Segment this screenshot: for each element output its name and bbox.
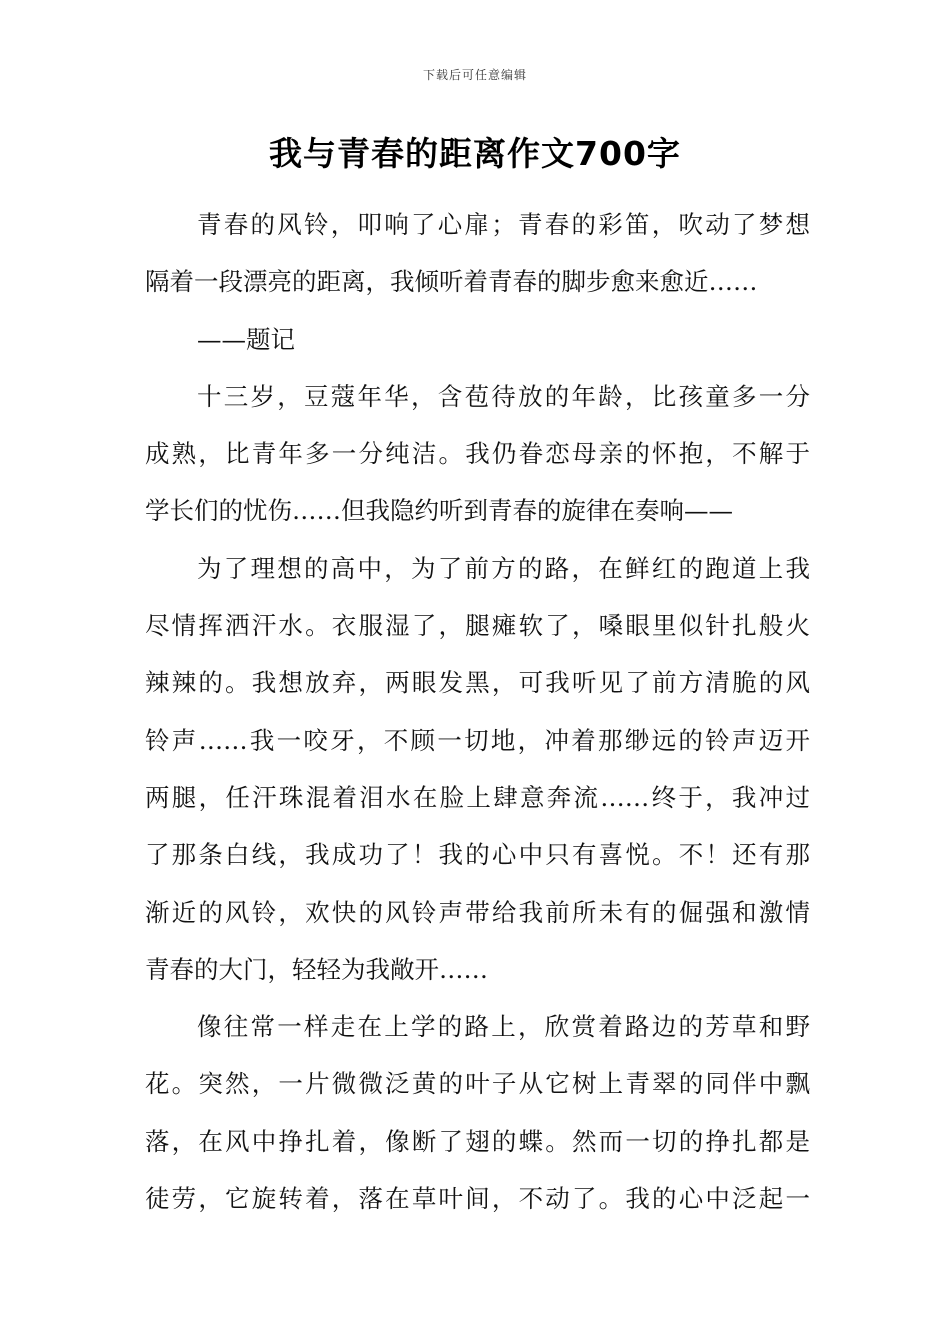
text-line: 花。突然，一片微微泛黄的叶子从它树上青翠的同伴中飘 [145,1069,810,1099]
text-line: 渐近的风铃，欢快的风铃声带给我前所未有的倔强和激情 [145,897,810,927]
text-line: 像往常一样走在上学的路上，欣赏着路边的芳草和野 [197,1012,810,1042]
page-header-note: 下载后可任意编辑 [422,68,527,82]
text-line: 两腿，任汗珠混着泪水在脸上肆意奔流……终于，我冲过 [145,782,810,812]
text-line: 青春的风铃，叩响了心扉；青春的彩笛，吹动了梦想 [197,210,810,239]
text-line: 十三岁，豆蔻年华，含苞待放的年龄，比孩童多一分 [197,381,810,411]
text-line: 辣辣的。我想放弃，两眼发黑，可我听见了前方清脆的风 [145,668,810,698]
text-line: 徒劳，它旋转着，落在草叶间，不动了。我的心中泛起一 [145,1184,810,1214]
text-line: 为了理想的高中，为了前方的路，在鲜红的跑道上我 [197,553,810,583]
text-line: 青春的大门，轻轻为我敞开…… [145,954,488,984]
text-line: 尽情挥洒汗水。衣服湿了，腿瘫软了，嗓眼里似针扎般火 [145,611,810,641]
text-line: 成熟，比青年多一分纯洁。我仍眷恋母亲的怀抱，不解于 [145,439,810,469]
text-line: 铃声……我一咬牙，不顾一切地，冲着那缈远的铃声迈开 [145,725,810,755]
text-line: 落，在风中挣扎着，像断了翅的蝶。然而一切的挣扎都是 [145,1126,810,1156]
text-line: 学长们的忧伤……但我隐约听到青春的旋律在奏响—— [145,496,733,526]
text-line: ——题记 [197,324,295,354]
document-title: 我与青春的距离作文700字 [269,134,681,173]
text-line: 了那条白线，我成功了！我的心中只有喜悦。不！还有那 [145,840,810,870]
article-body [145,196,810,1227]
text-line: 隔着一段漂亮的距离，我倾听着青春的脚步愈来愈近…… [145,267,758,297]
